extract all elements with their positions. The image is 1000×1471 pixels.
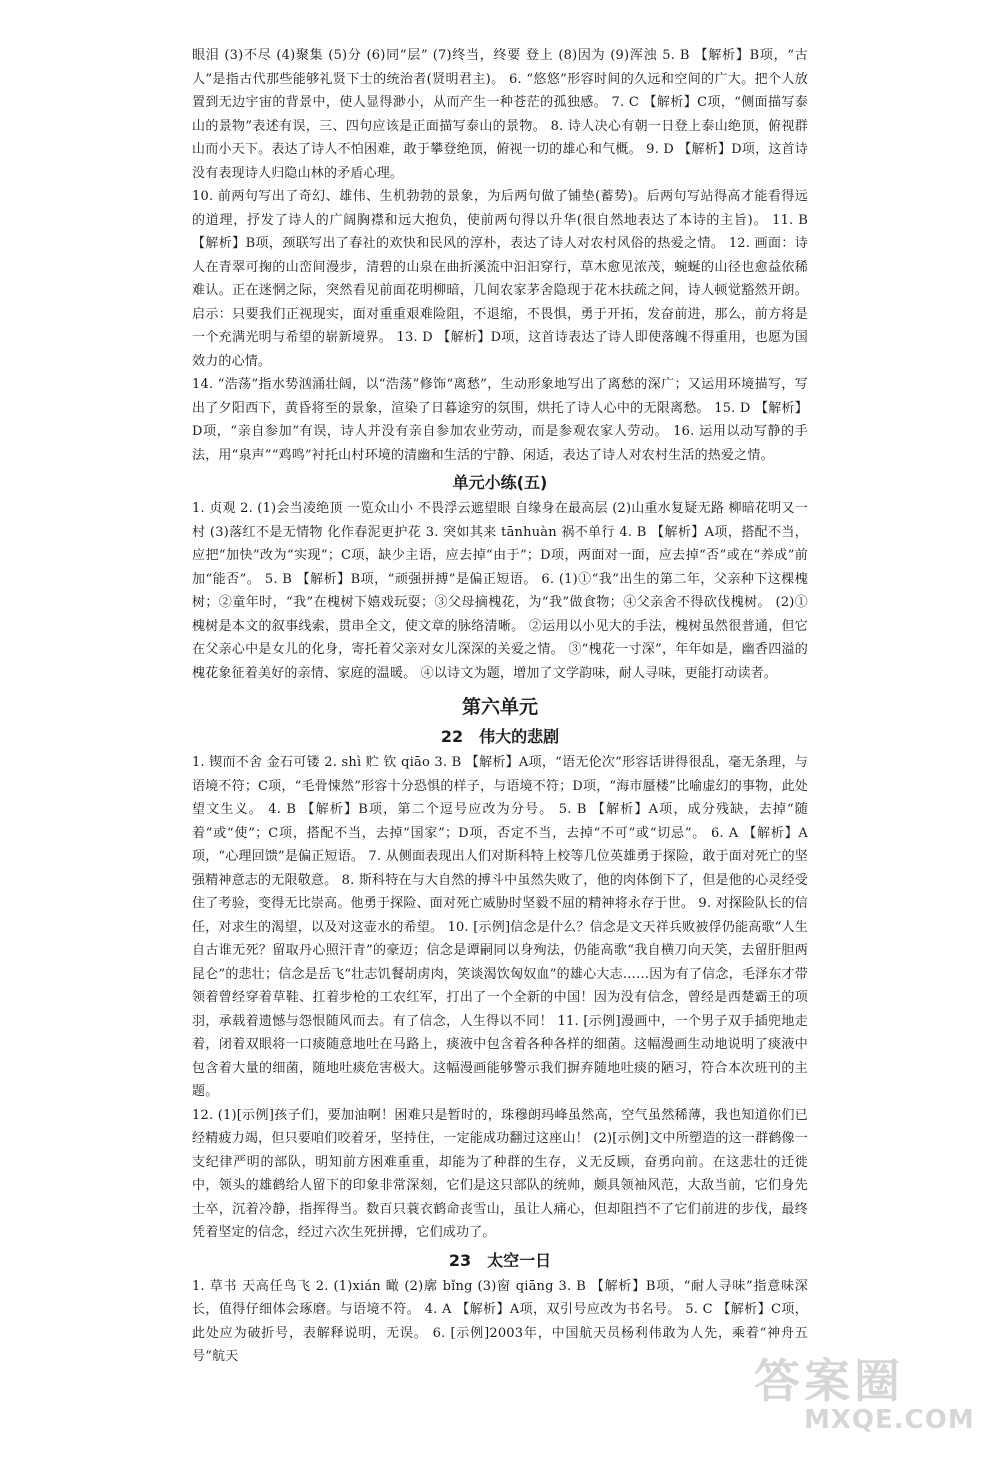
answer-paragraph: 14. “浩荡”指水势汹涌壮阔，以“浩荡”修饰“离愁”，生动形象地写出了离愁的深广；又运用环境描写，写出了夕阳西下，黄昏将至的景象，渲染了日暮途穷的氛围，烘托了诗人心中的无限离愁。 15. D 【解析】D项，“亲自参加”有误，诗人并没有亲自参加农业劳动，而是参观农家人劳动。 16. 运用以动写静的手法，用“泉声”“鸡鸣”衬托山村环境的清幽和生活的宁静、闲适，表达了诗人对农村生活的热爱之情。	[192, 377, 808, 463]
answer-paragraph: 10. 前两句写出了奇幻、雄伟、生机勃勃的景象，为后两句做了铺垫(蓄势)。后两句写站得高才能看得远的道理，抒发了诗人的广阔胸襟和远大抱负，使前两句得以升华(很自然地表达了本诗的主旨)。 11. B 【解析】B项，颈联写出了春社的欢快和民风的淳朴，表达了诗人对农村风俗的热爱之情。 12. 画面：诗人在青翠可掬的山峦间漫步，清碧的山泉在曲折溪流中汩汩穿行，草木愈见浓茂，蜿蜒的山径也愈益依稀难认。正在迷惘之际，突然看见前面花明柳暗，几间农家茅舍隐现于花木扶疏之间，诗人顿觉豁然开朗。启示：只要我们正视现实，面对重重艰难险阻，不退缩，不畏惧，勇于开拓，发奋前进，那么，前方将是一个充满光明与希望的崭新境界。 13. D 【解析】D项，这首诗表达了诗人即使落魄不得重用，也愿为国效力的心情。	[192, 189, 808, 369]
answer-page	[192, 44, 808, 1369]
answer-paragraph: 眼泪 (3)不尽 (4)聚集 (5)分 (6)同“层” (7)终当，终要 登上 (8)因为 (9)浑浊 5. B 【解析】B项，“古人”是指古代那些能够礼贤下士的统治者(贤明君主)。 6. “悠悠”形容时间的久远和空间的广大。把个人放置到无边宇宙的背景中，使人显得渺小，从而产生一种苍茫的孤独感。 7. C 【解析】C项，“侧面描写泰山的景物”表述有误，三、四句应该是正面描写泰山的景物。 8. 诗人决心有朝一日登上泰山绝顶，俯视群山而小天下。表达了诗人不怕困难，敢于攀登绝顶，俯视一切的雄心和气概。 9. D 【解析】D项，这首诗没有表现诗人归隐山林的矛盾心理。	[192, 48, 808, 181]
section-heading: 单元小练(五)	[452, 473, 548, 492]
section-heading: 23 太空一日	[448, 1250, 552, 1270]
answer-paragraph: 1. 锲而不舍 金石可镂 2. shì 贮 钦 qiāo 3. B 【解析】A项，“语无伦次”形容话讲得很乱，毫无条理，与语境不符；C项，“毛骨悚然”形容十分恐惧的样子，与语境不符；D项，“海市蜃楼”比喻虚幻的事物，此处望文生义。 4. B 【解析】B项，第二个逗号应改为分号。 5. B 【解析】A项，成分残缺，去掉“随着”或“使”；C项，搭配不当，去掉“国家”；D项，否定不当，去掉“不可”或“切忌”。 6. A 【解析】A项，“心理回馈”是偏正短语。 7. 从侧面表现出人们对斯科特上校等几位英雄勇于探险，敢于面对死亡的坚强精神意志的无限敬意。 8. 斯科特在与大自然的搏斗中虽然失败了，他的肉体倒下了，但是他的心灵经受住了考验，变得无比崇高。他勇于探险、面对死亡威胁时坚毅不屈的精神将永存于世。 9. 对探险队长的信任，对求生的渴望，以及对这壶水的希望。 10. [示例]信念是什么？信念是文天祥兵败被俘仍能高歌“人生自古谁无死？留取丹心照汗青”的豪迈；信念是谭嗣同以身殉法，仍能高歌“我自横刀向天笑，去留肝胆两昆仑”的悲壮；信念是岳飞“壮志饥餐胡虏肉，笑谈渴饮匈奴血”的雄心大志……因为有了信念，毛泽东才带领着曾经穿着草鞋、扛着步枪的工农红军，打出了一个全新的中国！因为没有信念，曾经是西楚霸王的项羽，承载着遗憾与怨恨随风而去。有了信念，人生得以不同！ 11. [示例]漫画中，一个男子双手插兜地走着，闭着双眼将一口痰随意地吐在马路上，痰液中包含着各种各样的细菌。这幅漫画生动地说明了痰液中包含着大量的细菌，随地吐痰危害极大。这幅漫画能够警示我们摒弃随地吐痰的陋习，符合本次班刊的主题。	[192, 755, 808, 1099]
watermark-logo-text: 答案圈	[754, 1354, 904, 1408]
answer-paragraph: 1. 贞观 2. (1)会当凌绝顶 一览众山小 不畏浮云遮望眼 自缘身在最高层 (2)山重水复疑无路 柳暗花明又一村 (3)落红不是无情物 化作春泥更护花 3. 突如其来 tānhuàn 祸不单行 4. B 【解析】A项，搭配不当，应把“加快”改为“实现”；C项，缺少主语，应去掉“由于”；D项，两面对一面，应去掉“否”或在“养成”前加“能否”。 5. B 【解析】B项，“顽强拼搏”是偏正短语。 6. (1)①“我”出生的第二年，父亲种下这棵槐树；②童年时，“我”在槐树下嬉戏玩耍；③父母摘槐花，为“我”做食物；④父亲舍不得砍伐槐树。 (2)①槐树是本文的叙事线索，贯串全文，使文章的脉络清晰。 ②运用以小见大的手法，槐树虽然很普通，但它在父亲心中是女儿的化身，寄托着父亲对女儿深深的关爱之情。 ③“槐花一寸深”，年年如是，幽香四溢的槐花象征着美好的亲情、家庭的温暖。 ④以诗文为题，增加了文学韵味，耐人寻味，更能打动读者。	[192, 501, 808, 681]
watermark	[734, 1339, 974, 1449]
section-heading: 22 伟大的悲剧	[440, 727, 560, 746]
answer-paragraph: 1. 草书 天高任鸟飞 2. (1)xián 瞰 (2)廓 bǐng (3)窗 qiāng 3. B 【解析】B项，“耐人寻味”指意味深长，值得仔细体会琢磨。与语境不符。 4. A 【解析】A项，双引号应改为书名号。 5. C 【解析】C项，此处应为破折号，表解释说明，无误。 6. [示例]2003年，中国航天员杨利伟敢为人先，乘着“神舟五号”航天	[192, 1278, 808, 1364]
unit-heading: 第六单元	[461, 696, 538, 718]
answer-paragraph: 12. (1)[示例]孩子们，要加油啊！困难只是暂时的，珠穆朗玛峰虽然高，空气虽然稀薄，我也知道你们已经精疲力竭，但只要咱们咬着牙，坚持住，一定能成功翻过这座山！ (2)[示例]文中所塑造的这一群鹤像一支纪律严明的部队，明知前方困难重重，却能为了种群的生存，义无反顾，奋勇向前。在这悲壮的迁徙中，领头的雄鹤给人留下的印象非常深刻，它们是这只部队的统帅，颇具领袖风范，大敌当前，它们身先士卒，沉着冷静，指挥得当。数百只蓑衣鹤命丧雪山，虽让人痛心，但却阻挡不了它们前进的步伐，最终凭着坚定的信念，经过六次生死拼搏，它们成功了。	[192, 1107, 808, 1240]
watermark-url: MXQE.COM	[804, 1405, 975, 1435]
